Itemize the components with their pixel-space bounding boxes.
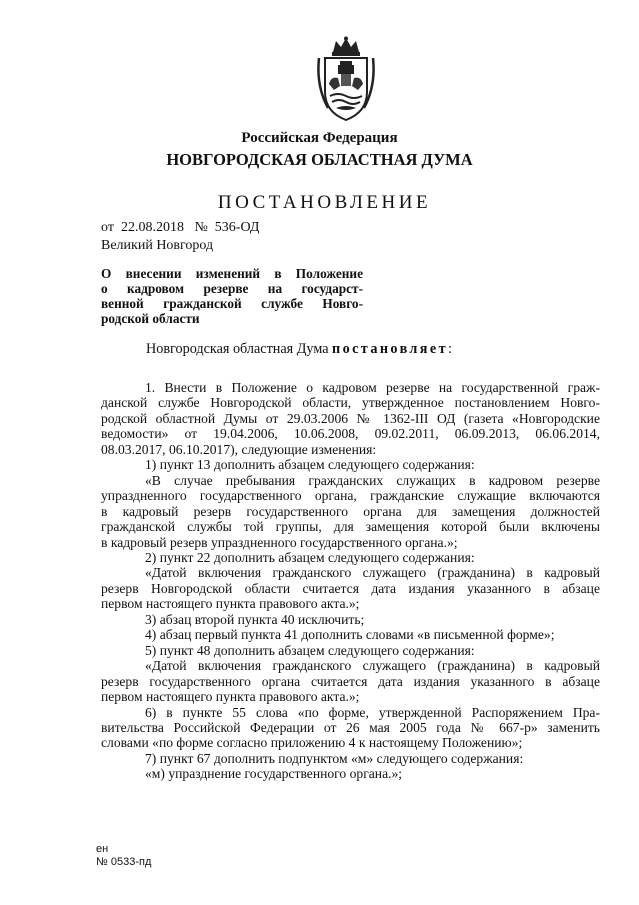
body-line: 4) абзац первый пункта 41 дополнить словами «в письменной форме»; [145,627,555,643]
country-name: Российская Федерация [241,130,398,146]
subject-line: о кадровом резерве на государст- [101,281,363,296]
body-line: упраздненного государственного органа, гражданские служащие включаются [101,488,600,504]
document-date-number [101,220,259,236]
body-line: «Датой включения гражданского служащего (гражданина) в кадровый [145,565,600,581]
preamble-verb: постановляет [332,341,448,357]
authority-name: НОВГОРОДСКАЯ ОБЛАСТНАЯ ДУМА [166,150,473,169]
subject-line: венной гражданской службе Новго- [101,296,363,311]
document-date: 22.08.2018 [120,220,184,235]
body-line: 6) в пункте 55 слова «по форме, утвержденной Распоряжением Пра- [145,704,600,720]
document-number: 536-ОД [214,220,260,235]
footer-initials: ен [96,843,109,855]
body-line: 5) пункт 48 дополнить абзацем следующего содержания: [145,642,475,658]
footer [96,843,151,869]
body-line: «м) упразднение государственного органа.»; [145,766,403,782]
body-line: 08.03.2017, 06.10.2017), следующие изменения: [101,441,377,457]
body-line: резерв Новгородской области считается дата издания указанного в абзаце [101,580,600,596]
body-line: 7) пункт 67 дополнить подпунктом «м» следующего содержания: [145,750,524,766]
body-line: резерв государственного органа считается дата издания указанного в абзаце [101,673,600,689]
body-line: «Датой включения гражданского служащего (гражданина) в кадровый [145,658,600,674]
preamble-text: Новгородская областная Дума [146,341,329,357]
number-prefix: № [194,220,208,235]
body-line: в кадровый резерв упраздненного государственного органа.»; [101,534,458,550]
coat-of-arms [316,36,376,122]
body-line: данской службе Новгородской области, утвержденное постановлением Новго- [101,395,600,411]
document-city: Великий Новгород [101,238,214,253]
preamble [146,341,452,358]
footer-code: № 0533-пд [96,856,152,868]
body-line: ведомости» от 19.04.2006, 10.06.2008, 09.02.2011, 06.09.2013, 06.06.2014, [101,426,600,442]
subject-line: родской области [101,311,200,326]
preamble-colon: : [447,341,452,357]
body-line: вительства Российской Федерации от 26 мая 2005 года № 667-р» заменить [101,719,600,735]
body-line: 1) пункт 13 дополнить абзацем следующего содержания: [145,457,475,473]
body-line: 2) пункт 22 дополнить абзацем следующего содержания: [145,549,475,565]
body-line: гражданской службы той группы, для замещения которой были включены [101,519,600,535]
document-subject [101,266,363,326]
body-line: 1. Внести в Положение о кадровом резерве на государственной граж- [145,380,600,395]
novgorod-coat-of-arms-icon [316,36,376,122]
body-line: «В случае пребывания гражданских служащих в кадровом резерве [145,472,600,488]
body-line: первом настоящего пункта правового акта.»; [101,689,360,705]
body-line: родской областной Думы от 29.03.2006 № 1362-III ОД (газета «Новгородские [101,410,600,426]
date-prefix: от [101,220,114,235]
body-line: словами «по форме согласно приложению 4 к настоящему Положению»; [101,735,523,751]
body-line: 3) абзац второй пункта 40 исключить; [145,611,365,627]
body-line: первом настоящего пункта правового акта.»; [101,596,360,612]
document-body [101,380,600,782]
subject-line: О внесении изменений в Положение [101,266,363,281]
body-line: в кадровый резерв государственного органа для замещения должностей [101,503,600,519]
document-type: ПОСТАНОВЛЕНИЕ [217,192,432,213]
